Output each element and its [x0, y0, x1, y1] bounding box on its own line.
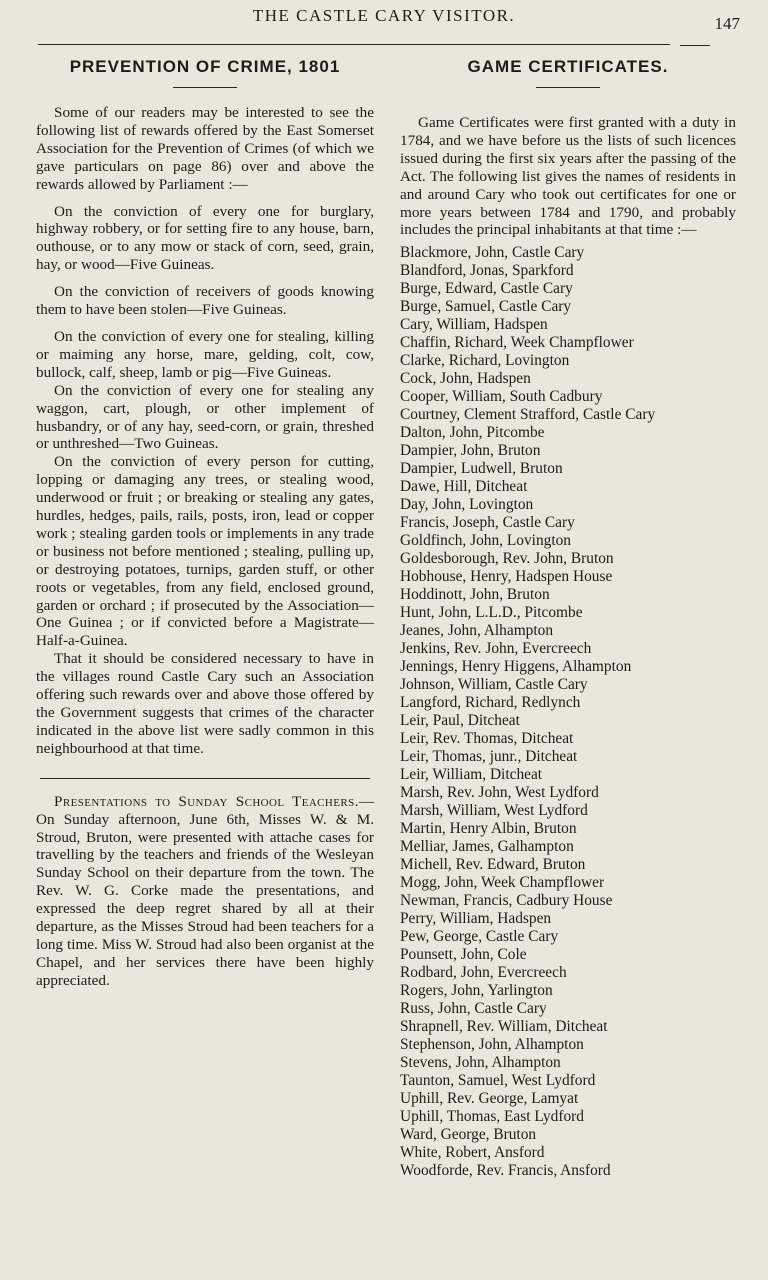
list-item: Day, John, Lovington: [400, 496, 534, 514]
list-item: Dampier, Ludwell, Bruton: [400, 460, 563, 478]
list-item: Jenkins, Rev. John, Evercreech: [400, 640, 592, 658]
header-rule-short: [680, 45, 710, 46]
list-item: Clarke, Richard, Lovington: [400, 352, 570, 370]
list-item: Blackmore, John, Castle Cary: [400, 244, 585, 262]
list-item: Martin, Henry Albin, Bruton: [400, 820, 577, 838]
list-item: Shrapnell, Rev. William, Ditcheat: [400, 1018, 608, 1036]
list-item: Goldfinch, John, Lovington: [400, 532, 571, 550]
list-item: Uphill, Thomas, East Lydford: [400, 1108, 584, 1126]
list-item: Cock, John, Hadspen: [400, 370, 531, 388]
list-item: White, Robert, Ansford: [400, 1144, 545, 1162]
list-item: Dampier, John, Bruton: [400, 442, 541, 460]
list-item: Cooper, William, South Cadbury: [400, 388, 603, 406]
list-item: Rogers, John, Yarlington: [400, 982, 553, 1000]
list-item: Dawe, Hill, Ditcheat: [400, 478, 528, 496]
heading-rule: [173, 87, 237, 88]
list-item: Leir, Rev. Thomas, Ditcheat: [400, 730, 574, 748]
presentation-paragraph: [36, 793, 374, 990]
list-item: Russ, John, Castle Cary: [400, 1000, 547, 1018]
list-item: Leir, William, Ditcheat: [400, 766, 543, 784]
list-item: Burge, Samuel, Castle Cary: [400, 298, 572, 316]
list-item: Dalton, John, Pitcombe: [400, 424, 545, 442]
list-item: Taunton, Samuel, West Lydford: [400, 1072, 596, 1090]
list-item: Marsh, William, West Lydford: [400, 802, 588, 820]
list-item: Pew, George, Castle Cary: [400, 928, 559, 946]
list-item: Johnson, William, Castle Cary: [400, 676, 588, 694]
list-item: Chaffin, Richard, Week Champflower: [400, 334, 634, 352]
list-item: Ward, George, Bruton: [400, 1126, 537, 1144]
list-item: Courtney, Clement Strafford, Castle Cary: [400, 406, 656, 424]
closing-paragraph: That it should be considered necessary to have in the villages round Castle Cary such an Association offering such rewards over and above those offered by the Government suggests that crimes of the character indicated in the above list were sadly common in this neighbourhood at that time.: [36, 650, 374, 757]
reward-paragraph-damage: On the conviction of every person for cutting, lopping or damaging any trees, or stealing wood, underwood or fruit ; or breaking or stealing any gates, hurdles, hedges, pails, rails, posts, iron, lead or copper work ; stealing garden tools or implements in any trade or business not before mentioned ; stealing, pulling up, or destroying potatoes, turnips, garden stuff, or other roots or vegetables, from any field, enclosed ground, garden or orchard ; if prosecuted by the Association—One Guinea ; or if convicted before a Magistrate—Half-a-Guinea.: [36, 453, 374, 650]
presentation-text: —On Sunday afternoon, June 6th, Misses W. & M. Stroud, Bruton, were presented with attache cases for travelling by the teachers and friends of the Wesleyan Sunday School on their departure from the town. The Rev. W. G. Corke made the presentations, and expressed the deep regret shared by all at their departure, as the Misses Stroud had been teachers for a long time. Miss W. Stroud had also been organist at the Chapel, and her services there have been highly appreciated.: [36, 792, 374, 989]
list-item: Hobhouse, Henry, Hadspen House: [400, 568, 613, 586]
game-certificates-intro: Game Certificates were first granted with a duty in 1784, and we have before us the lists of such licences issued during the first six years after the passing of the Act. The following list gives the names of residents in and around Cary who took out certificates for one or more years between 1784 and 1790, and probably includes the principal inhabitants at that time :—: [400, 114, 736, 239]
list-item: Stevens, John, Alhampton: [400, 1054, 561, 1072]
right-column: [400, 52, 736, 1180]
list-item: Jennings, Henry Higgens, Alhampton: [400, 658, 632, 676]
list-item: Marsh, Rev. John, West Lydford: [400, 784, 599, 802]
reward-paragraph-burglary: On the conviction of every one for burglary, highway robbery, or for setting fire to any house, barn, outhouse, or to any mow or stack of corn, seed, grain, hay, or wood—Five Guineas.: [36, 202, 374, 274]
list-item: Jeanes, John, Alhampton: [400, 622, 554, 640]
list-item: Burge, Edward, Castle Cary: [400, 280, 573, 298]
list-item: Pounsett, John, Cole: [400, 946, 527, 964]
list-item: Blandford, Jonas, Sparkford: [400, 262, 574, 280]
reward-paragraph-implements: On the conviction of every one for stealing any waggon, cart, plough, or other implement of husbandry, or of any hay, seed-corn, or grain, threshed or unthreshed—Two Guineas.: [36, 381, 374, 453]
list-item: Francis, Joseph, Castle Cary: [400, 514, 575, 532]
list-item: Stephenson, John, Alhampton: [400, 1036, 584, 1054]
list-item: Newman, Francis, Cadbury House: [400, 892, 613, 910]
heading-rule: [536, 87, 600, 88]
reward-paragraph-receivers: On the conviction of receivers of goods knowing them to have been stolen—Five Guineas.: [36, 283, 374, 319]
list-item: Goldesborough, Rev. John, Bruton: [400, 550, 614, 568]
page-number: 147: [714, 14, 740, 33]
list-item: Uphill, Rev. George, Lamyat: [400, 1090, 579, 1108]
list-item: Langford, Richard, Redlynch: [400, 694, 581, 712]
reward-paragraph-livestock: On the conviction of every one for stealing, killing or maiming any horse, mare, gelding, colt, cow, bullock, calf, sheep, lamb or pig—Five Guineas.: [36, 327, 374, 381]
list-item: Michell, Rev. Edward, Bruton: [400, 856, 586, 874]
list-item: Leir, Paul, Ditcheat: [400, 712, 520, 730]
header-rule: [38, 44, 670, 45]
left-column: [36, 52, 374, 990]
list-item: Cary, William, Hadspen: [400, 316, 548, 334]
list-item: Hunt, John, L.L.D., Pitcombe: [400, 604, 583, 622]
prevention-of-crime-heading: PREVENTION OF CRIME, 1801: [69, 57, 341, 76]
presentation-title: Presentations to Sunday School Teachers.: [54, 792, 359, 810]
list-item: Rodbard, John, Evercreech: [400, 964, 567, 982]
running-header-title: THE CASTLE CARY VISITOR.: [252, 6, 516, 25]
list-item: Mogg, John, Week Champflower: [400, 874, 605, 892]
intro-paragraph: Some of our readers may be interested to see the following list of rewards offered by the East Somerset Association for the Prevention of Crimes (of which we gave particulars on page 86) over and above the rewards allowed by Parliament :—: [36, 104, 374, 193]
list-item: Perry, William, Hadspen: [400, 910, 552, 928]
section-divider: [40, 778, 370, 779]
list-item: Leir, Thomas, junr., Ditcheat: [400, 748, 578, 766]
list-item: Woodforde, Rev. Francis, Ansford: [400, 1162, 611, 1180]
list-item: Melliar, James, Galhampton: [400, 838, 574, 856]
certificate-holders-list: [400, 244, 736, 1180]
list-item: Hoddinott, John, Bruton: [400, 586, 550, 604]
game-certificates-heading: GAME CERTIFICATES.: [467, 57, 669, 76]
